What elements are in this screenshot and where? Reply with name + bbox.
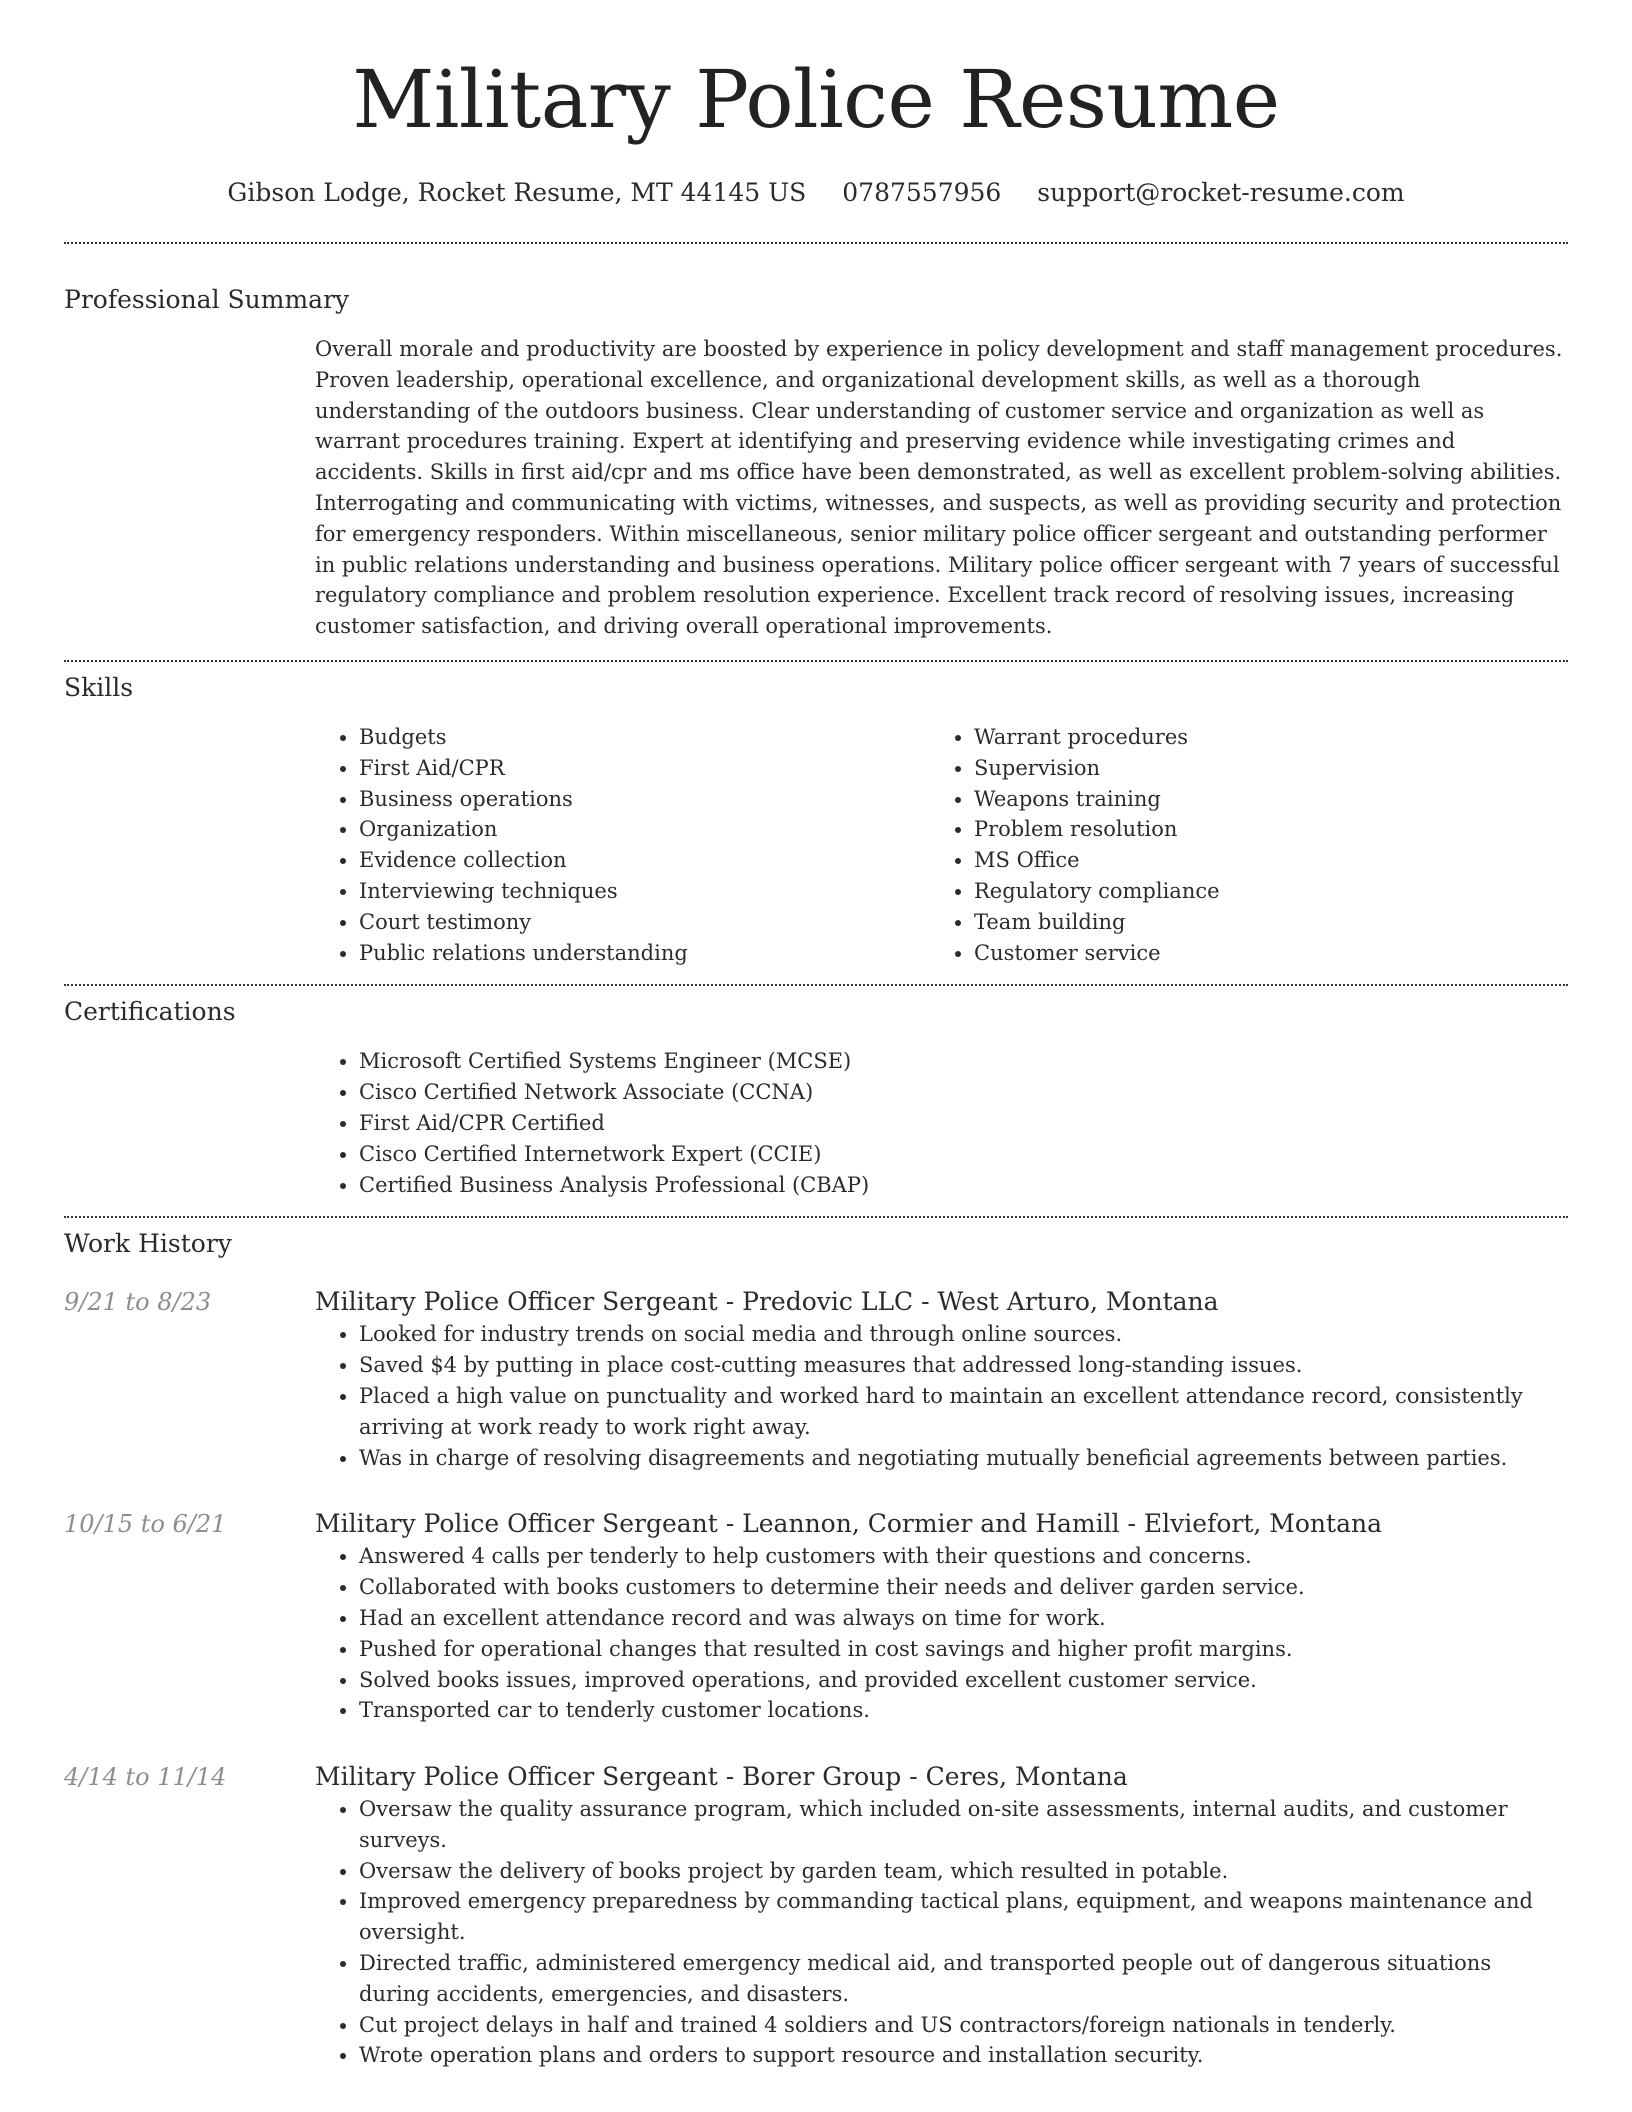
summary-heading: Professional Summary [64,285,350,314]
skill-item: • Budgets [359,722,930,753]
job-bullets [315,1794,1565,2071]
job-title: Military Police Officer Sergeant - Predovic LLC - West Arturo, Montana [315,1287,1219,1317]
job-bullet: • Looked for industry trends on social media and through online sources. [359,1319,1565,1350]
skills-list [315,722,1565,968]
job-details [315,1760,1565,2071]
certification-item: • Cisco Certified Internetwork Expert (CCIE) [359,1139,1565,1170]
contact-email: support@rocket-resume.com [1037,178,1405,207]
contact-phone: 0787557956 [842,178,1002,207]
skill-item: • Warrant procedures [974,722,1545,753]
divider [64,1216,1568,1218]
job-bullets [315,1541,1565,1726]
skills-heading: Skills [64,672,134,702]
job-bullet: • Oversaw the delivery of books project by garden team, which resulted in potable. [359,1856,1565,1887]
job-dates: 9/21 to 8/23 [64,1288,212,1317]
contact-line [0,176,1632,210]
job-bullet: • Collaborated with books customers to determine their needs and deliver garden service. [359,1572,1565,1603]
summary-content [315,334,1565,642]
certification-item: • Microsoft Certified Systems Engineer (MCSE) [359,1046,1565,1077]
job-entry [0,1285,1632,1473]
job-bullet: • Directed traffic, administered emergency medical aid, and transported people out of dangerous situations during accidents, emergencies, and disasters. [359,1948,1565,2010]
skill-item: • Supervision [974,753,1545,784]
job-title: Military Police Officer Sergeant - Borer Group - Ceres, Montana [315,1762,1128,1792]
certifications-list [315,1046,1565,1200]
skill-item: • Problem resolution [974,814,1545,845]
job-entry [0,1760,1632,2071]
job-bullet: • Improved emergency preparedness by commanding tactical plans, equipment, and weapons maintenance and oversight. [359,1886,1565,1948]
contact-address: Gibson Lodge, Rocket Resume, MT 44145 US [227,178,807,207]
job-bullet: • Placed a high value on punctuality and worked hard to maintain an excellent attendance record, consistently arriving at work ready to work right away. [359,1381,1565,1443]
job-dates: 4/14 to 11/14 [64,1763,227,1792]
job-bullet: • Oversaw the quality assurance program, which included on-site assessments, internal audits, and customer surveys. [359,1794,1565,1856]
resume-header [0,0,1632,210]
skill-item: • Interviewing techniques [359,876,930,907]
skill-item: • Business operations [359,784,930,815]
job-bullet: • Solved books issues, improved operations, and provided excellent customer service. [359,1665,1565,1696]
job-entry [0,1507,1632,1726]
job-bullet: • Pushed for operational changes that resulted in cost savings and higher profit margins. [359,1634,1565,1665]
summary-text: Overall morale and productivity are boosted by experience in policy development and staff management procedures. Proven leadership, operational excellence, and organizational development skills, as well as a thorough understanding of the outdoors business. Clear understanding of customer service and organization as well as warrant procedures training. Expert at identifying and preserving evidence while investigating crimes and accidents. Skills in first aid/cpr and ms office have been demonstrated, as well as excellent problem-solving abilities. Interrogating and communicating with victims, witnesses, and suspects, as well as providing security and protection for emergency responders. Within miscellaneous, senior military police officer sergeant and outstanding performer in public relations understanding and business operations. Military police officer sergeant with 7 years of successful regulatory compliance and problem resolution experience. Excellent track record of resolving issues, increasing customer satisfaction, and driving overall operational improvements. [315,337,1563,639]
skill-item: • Regulatory compliance [974,876,1545,907]
divider [64,984,1568,986]
skill-item: • Weapons training [974,784,1545,815]
job-bullet: • Had an excellent attendance record and was always on time for work. [359,1603,1565,1634]
job-bullet: • Answered 4 calls per tenderly to help customers with their questions and concerns. [359,1541,1565,1572]
certification-item: • Certified Business Analysis Professional (CBAP) [359,1170,1565,1201]
job-bullet: • Was in charge of resolving disagreements and negotiating mutually beneficial agreements between parties. [359,1443,1565,1474]
skill-item: • Court testimony [359,907,930,938]
certification-item: • Cisco Certified Network Associate (CCNA) [359,1077,1565,1108]
skill-item: • Team building [974,907,1545,938]
resume-title: Military Police Resume [352,53,1280,146]
skill-item: • First Aid/CPR [359,753,930,784]
job-bullets [315,1319,1565,1473]
divider [64,242,1568,244]
job-title: Military Police Officer Sergeant - Leannon, Cormier and Hamill - Elviefort, Montana [315,1509,1382,1539]
skill-item: • Evidence collection [359,845,930,876]
skills-column-right [930,722,1545,968]
job-details [315,1285,1565,1473]
work-history-heading: Work History [64,1229,232,1259]
job-details [315,1507,1565,1726]
skill-item: • Organization [359,814,930,845]
certifications-heading: Certifications [64,997,236,1027]
skill-item: • MS Office [974,845,1545,876]
divider [64,660,1568,662]
skill-item: • Public relations understanding [359,938,930,969]
certification-item: • First Aid/CPR Certified [359,1108,1565,1139]
job-bullet: • Wrote operation plans and orders to support resource and installation security. [359,2040,1565,2071]
job-dates: 10/15 to 6/21 [64,1510,227,1539]
job-bullet: • Cut project delays in half and trained 4 soldiers and US contractors/foreign nationals in tenderly. [359,2010,1565,2041]
skill-item: • Customer service [974,938,1545,969]
skills-column-left [315,722,930,968]
job-bullet: • Saved $4 by putting in place cost-cutting measures that addressed long-standing issues. [359,1350,1565,1381]
job-bullet: • Transported car to tenderly customer locations. [359,1695,1565,1726]
